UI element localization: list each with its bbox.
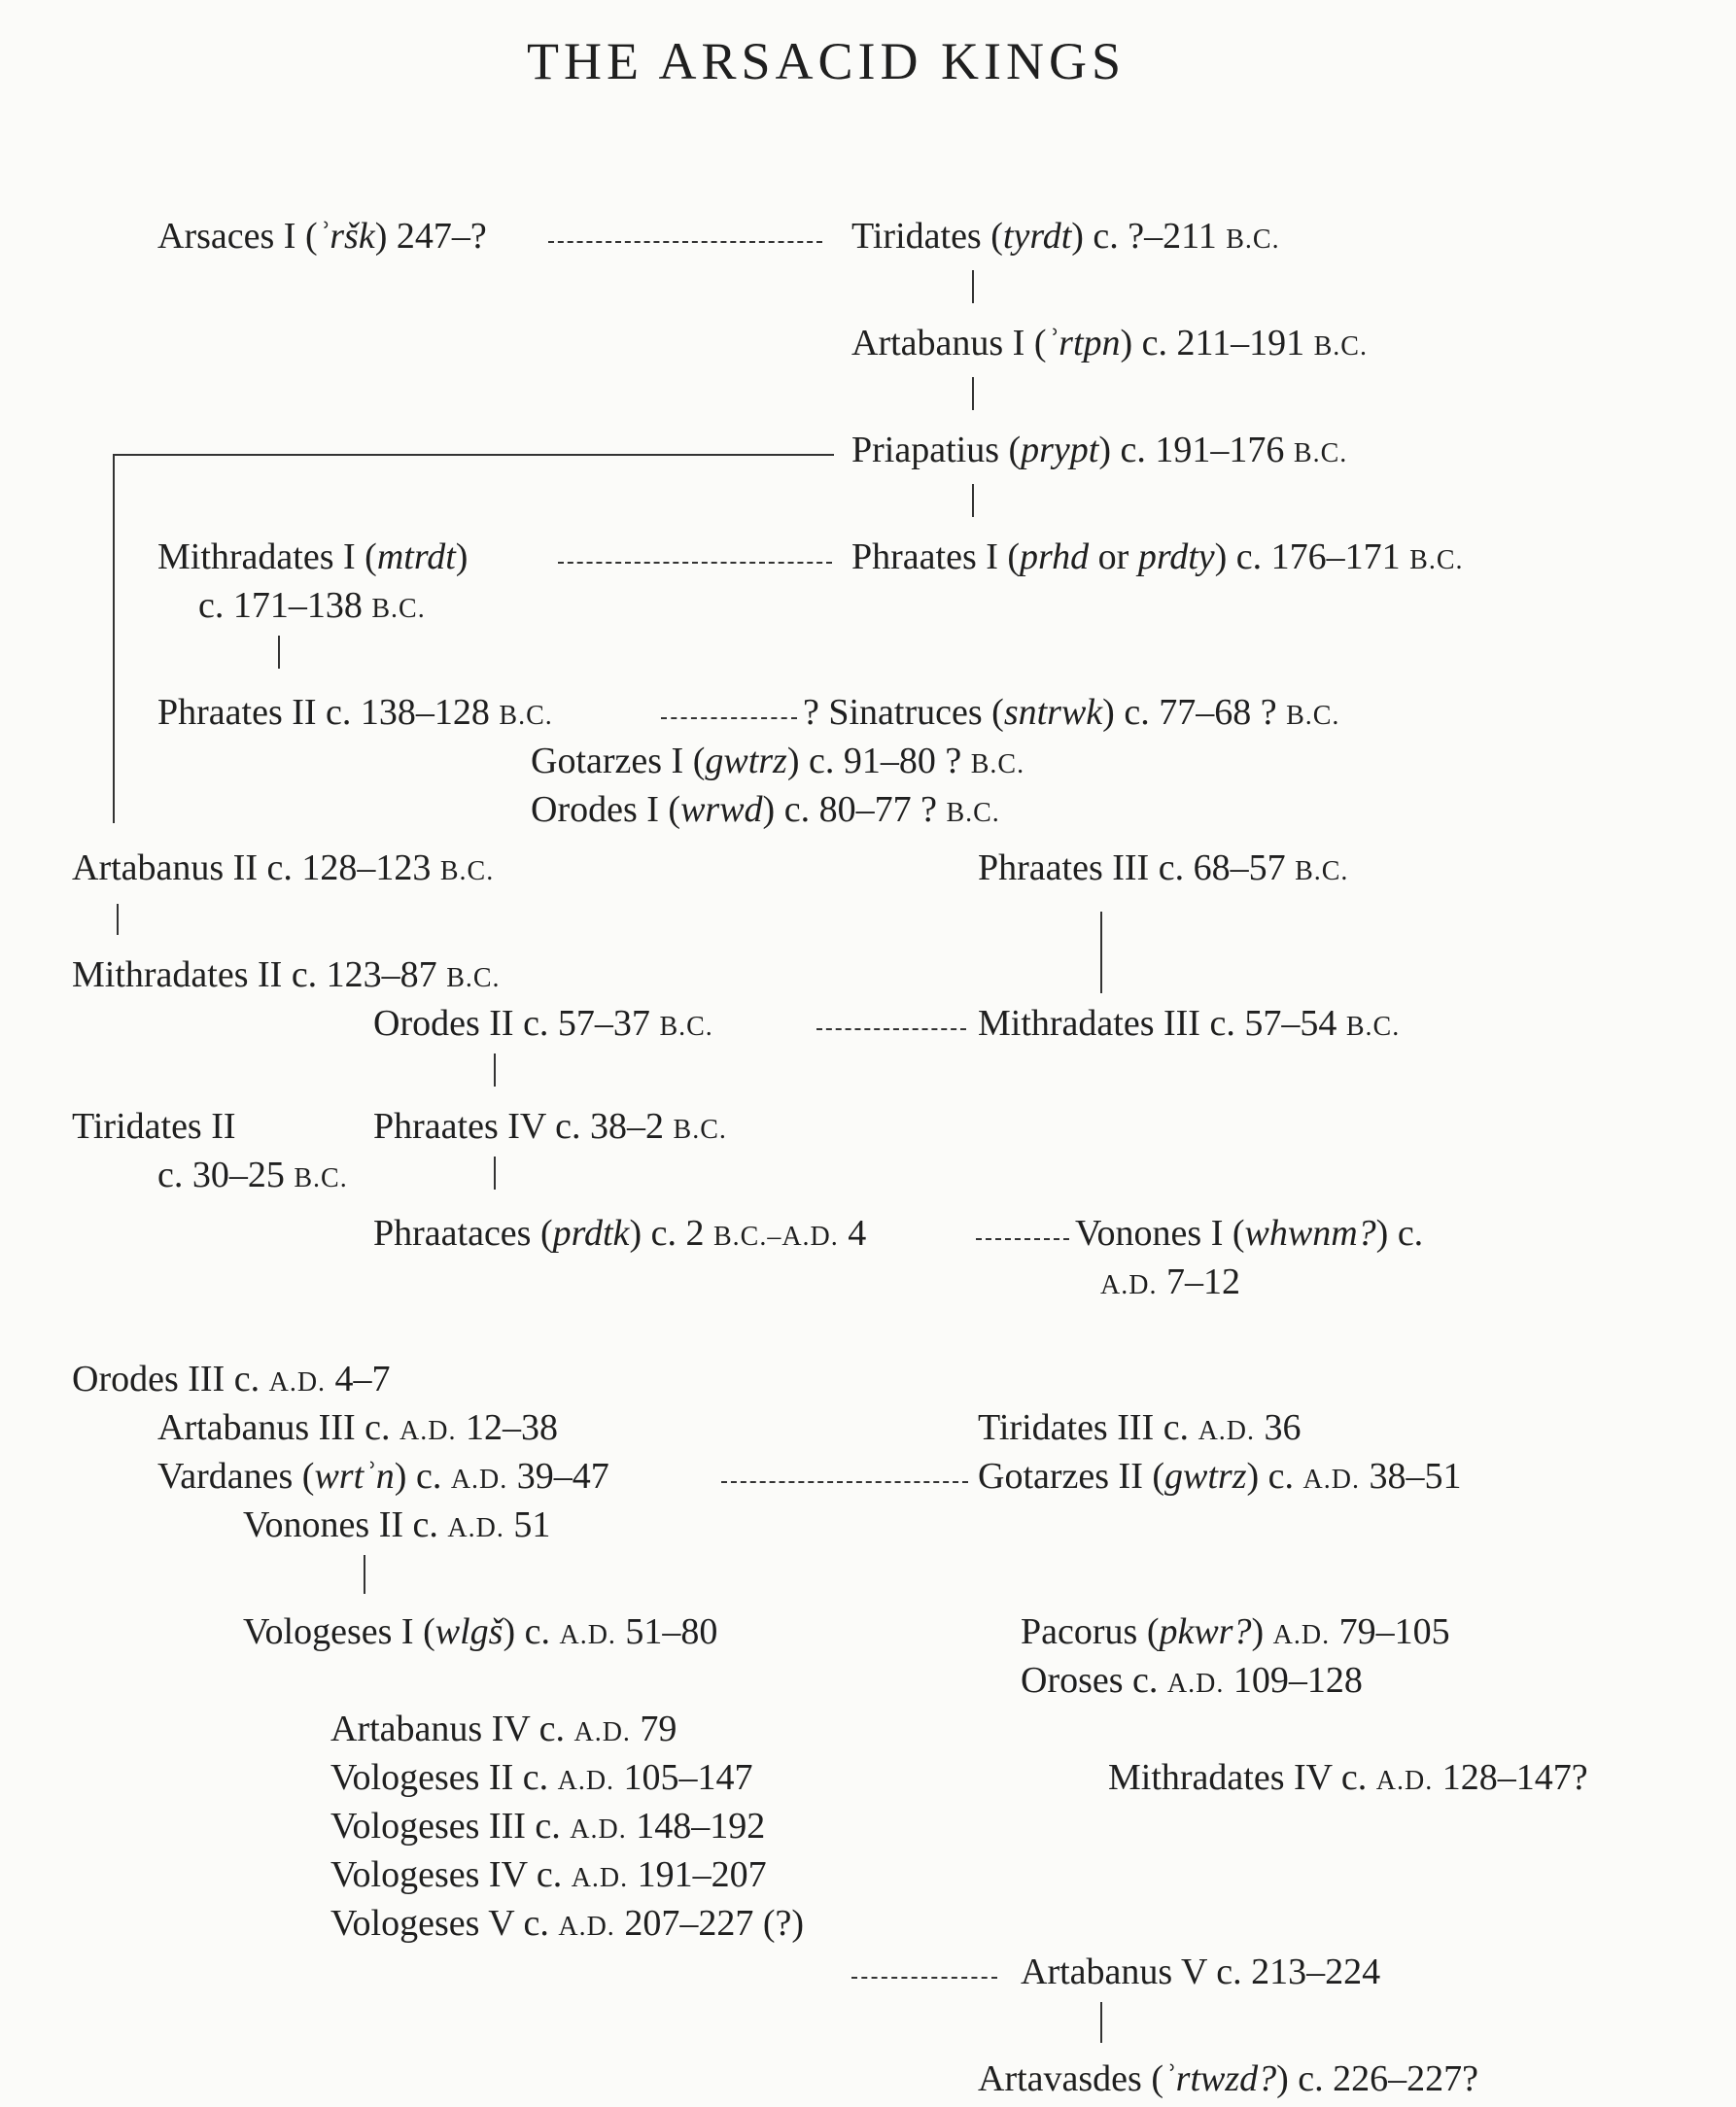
entry-artabanus-iv	[330, 1710, 677, 1747]
era-label: A.D.	[570, 1814, 627, 1845]
reign-circa: c.	[524, 1611, 550, 1652]
entry-phraates-iii	[978, 849, 1348, 886]
entry-artabanus-i: Artabanus I (ʾrtpn) c. 211–191 B.C.	[851, 323, 1368, 363]
king-name: Vologeses I	[243, 1611, 414, 1652]
era-label: A.D.	[558, 1912, 615, 1942]
king-name: Orodes I	[531, 789, 659, 830]
reign-dates: c. 91–80 ?	[809, 741, 962, 781]
succession-line	[1100, 912, 1102, 993]
king-name: Mithradates IV	[1108, 1757, 1333, 1798]
king-name: Phraates IV	[373, 1106, 546, 1147]
era-label: B.C.	[1226, 225, 1280, 255]
entry-tiridates-ii-dates	[157, 1157, 348, 1193]
succession-line	[364, 1555, 365, 1594]
king-name: Orodes III	[72, 1359, 226, 1399]
era-label: A.D.	[399, 1416, 457, 1446]
entry-phraates-i: Phraates I (prhd or prdty) c. 176–171 B.C.	[851, 536, 1464, 577]
king-name: Mithradates I	[157, 536, 356, 577]
king-name: Tiridates III	[978, 1407, 1155, 1448]
king-name: Vologeses V	[330, 1903, 514, 1944]
reign-dates: 247–?	[396, 216, 487, 257]
succession-line	[972, 377, 974, 410]
entry-artabanus-v	[1021, 1953, 1380, 1990]
entry-vologeses-v	[330, 1905, 804, 1942]
era-label: B.C.	[1286, 701, 1340, 731]
entry-phraataces: Phraataces (prdtk) c. 2 B.C.–A.D. 4	[373, 1213, 867, 1254]
king-name: Vardanes	[157, 1456, 294, 1497]
entry-arsaces-i: Arsaces I (ʾršk) 247–?	[157, 216, 487, 257]
reign-circa: c.	[538, 1709, 565, 1749]
reign-dates: c. 80–77 ?	[783, 789, 937, 830]
reign-circa: c.	[535, 1806, 561, 1847]
reign-dates: 4–7	[334, 1359, 391, 1399]
pahlavi-name: sntrwk	[1003, 692, 1103, 733]
entry-phraates-ii	[157, 694, 553, 731]
reign-dates: c. 211–191	[1141, 323, 1305, 363]
reign-dates: c. 123–87	[291, 954, 437, 995]
entry-vologeses-iii	[330, 1808, 765, 1845]
succession-line	[972, 484, 974, 517]
era-label: B.C.	[1409, 545, 1464, 575]
pahlavi-name: gwtrz	[705, 741, 787, 781]
pahlavi-name: wlgš	[434, 1611, 503, 1652]
king-name: Artabanus II	[72, 847, 258, 888]
entry-oroses	[1021, 1662, 1363, 1699]
era-label: A.D.	[1166, 1669, 1225, 1699]
reign-dates: c. 57–37	[523, 1003, 650, 1044]
dashed-connector	[816, 1028, 966, 1030]
era-label: A.D.	[559, 1620, 616, 1650]
era-label: A.D.	[571, 1863, 629, 1893]
era-label: B.C.	[1313, 331, 1368, 362]
king-name: Vologeses II	[330, 1757, 514, 1798]
pahlavi-name: ʾrtwzd?	[1163, 2058, 1277, 2099]
reign-dates: 51–80	[625, 1611, 718, 1652]
king-name: Artabanus III	[157, 1407, 356, 1448]
reign-dates: c. 38–2	[555, 1106, 665, 1147]
king-name: Tiridates II	[72, 1106, 236, 1147]
king-name: Vologeses IV	[330, 1854, 528, 1895]
succession-line	[278, 636, 280, 669]
dashed-connector	[548, 241, 822, 243]
king-name: Tiridates	[851, 216, 982, 257]
entry-orodes-iii	[72, 1361, 391, 1398]
entry-vonones-i: Vonones I (whwnm?) c.	[1075, 1213, 1424, 1254]
entry-vologeses-ii	[330, 1759, 753, 1796]
pahlavi-name: whwnm?	[1244, 1213, 1376, 1254]
king-name: Vonones I	[1075, 1213, 1224, 1254]
entry-vologeses-iv	[330, 1856, 767, 1893]
era-label: B.C.	[499, 701, 553, 731]
king-name: Artabanus V	[1021, 1952, 1207, 1992]
pahlavi-name: prhd	[1020, 536, 1090, 577]
reign-circa: c.	[412, 1504, 438, 1545]
reign-circa: c.	[1397, 1213, 1424, 1254]
reign-circa: c.	[415, 1456, 442, 1497]
entry-gotarzes-ii: Gotarzes II (gwtrz) c. A.D. 38–51	[978, 1456, 1462, 1497]
reign-dates: c. 213–224	[1216, 1952, 1381, 1992]
reign-dates: 128–147?	[1441, 1757, 1588, 1798]
reign-circa: c.	[233, 1359, 260, 1399]
pahlavi-name: wrtʾn	[314, 1456, 395, 1497]
reign-dates: 148–192	[636, 1806, 766, 1847]
era-label: B.C.	[673, 1115, 727, 1145]
reign-dates: c. 191–176	[1120, 430, 1285, 470]
reign-dates: c. 128–123	[266, 847, 432, 888]
pahlavi-name: mtrdt	[376, 536, 456, 577]
pahlavi-name: tyrdt	[1002, 216, 1072, 257]
entry-vardanes: Vardanes (wrtʾn) c. A.D. 39–47	[157, 1456, 609, 1497]
pahlavi-name: wrwd	[680, 789, 763, 830]
reign-dates: c. 138–128	[326, 692, 490, 733]
reign-dates-end: 4	[848, 1213, 867, 1254]
reign-dates: c. 226–227?	[1298, 2058, 1479, 2099]
entry-tiridates-iii	[978, 1409, 1302, 1446]
reign-dates: 105–147	[623, 1757, 753, 1798]
reign-dates: 79–105	[1338, 1611, 1450, 1652]
pahlavi-name-alt: prdty	[1137, 536, 1215, 577]
entry-mithradates-iv	[1108, 1759, 1588, 1796]
pahlavi-name: prdtk	[552, 1213, 630, 1254]
pahlavi-name: ʾrtpn	[1046, 323, 1121, 363]
entry-mithradates-i: Mithradates I (mtrdt)	[157, 536, 469, 577]
reign-circa: c.	[536, 1854, 563, 1895]
reign-dates-start: c. 2	[650, 1213, 705, 1254]
dashed-connector	[558, 562, 832, 564]
era-label: B.C.	[970, 749, 1025, 779]
reign-dates: c. 171–138	[198, 585, 363, 626]
succession-line	[494, 1157, 496, 1190]
era-label: A.D.	[268, 1367, 327, 1398]
era-label: A.D.	[447, 1513, 504, 1543]
reign-circa: c.	[523, 1903, 549, 1944]
reign-circa: c.	[522, 1757, 549, 1798]
dashed-connector	[851, 1977, 997, 1979]
entry-orodes-i: Orodes I (wrwd) c. 80–77 ? B.C.	[531, 789, 1000, 830]
king-name: Phraataces	[373, 1213, 532, 1254]
reign-dates: c. 77–68 ?	[1124, 692, 1277, 733]
entry-priapatius: Priapatius (prypt) c. 191–176 B.C.	[851, 430, 1348, 470]
reign-dates: 191–207	[637, 1854, 767, 1895]
king-name: ? Sinatruces	[803, 692, 983, 733]
pahlavi-name: prypt	[1021, 430, 1099, 470]
entry-phraates-iv	[373, 1108, 727, 1145]
succession-line	[1100, 2002, 1102, 2043]
entry-vonones-ii	[243, 1506, 550, 1543]
reign-dates: c. 30–25	[157, 1155, 285, 1195]
era-label: B.C.	[659, 1012, 713, 1042]
entry-mithradates-iii	[978, 1005, 1400, 1042]
succession-line	[494, 1054, 496, 1087]
reign-circa: c.	[365, 1407, 391, 1448]
entry-vonones-i-dates	[1100, 1263, 1240, 1300]
era-label: A.D.	[1272, 1620, 1331, 1650]
entry-orodes-ii	[373, 1005, 713, 1042]
king-name: Mithradates II	[72, 954, 283, 995]
entry-mithradates-ii	[72, 956, 501, 993]
pahlavi-name: pkwr?	[1159, 1611, 1252, 1652]
king-name: Artabanus IV	[330, 1709, 531, 1749]
reign-dates: c. 68–57	[1158, 847, 1286, 888]
reign-circa: c.	[1267, 1456, 1295, 1497]
entry-gotarzes-i: Gotarzes I (gwtrz) c. 91–80 ? B.C.	[531, 741, 1025, 781]
reign-dates: c. ?–211	[1093, 216, 1217, 257]
reign-dates: c. 176–171	[1235, 536, 1401, 577]
entry-tiridates-i: Tiridates (tyrdt) c. ?–211 B.C.	[851, 216, 1280, 257]
dashed-connector	[661, 717, 797, 719]
king-name: Gotarzes II	[978, 1456, 1143, 1497]
entry-vologeses-i: Vologeses I (wlgš) c. A.D. 51–80	[243, 1611, 718, 1652]
era-label: B.C.	[446, 963, 501, 993]
era-label: B.C.	[946, 798, 1000, 828]
entry-pacorus: Pacorus (pkwr?) A.D. 79–105	[1021, 1611, 1450, 1652]
era-label: A.D.	[1375, 1766, 1434, 1796]
king-name: Phraates I	[851, 536, 998, 577]
era-label: A.D.	[1302, 1465, 1360, 1495]
king-name: Vonones II	[243, 1504, 404, 1545]
era-label: B.C.–A.D.	[712, 1222, 839, 1252]
reign-dates: 79	[640, 1709, 677, 1749]
reign-dates: 39–47	[516, 1456, 609, 1497]
entry-tiridates-ii	[72, 1108, 236, 1145]
era-label: B.C.	[1293, 438, 1348, 468]
family-line-vertical	[113, 454, 115, 823]
entry-artavasdes: Artavasdes (ʾrtwzd?) c. 226–227?	[978, 2058, 1479, 2099]
king-name: Oroses	[1021, 1660, 1124, 1701]
entry-mithradates-i-dates	[198, 587, 426, 624]
era-label: B.C.	[1345, 1012, 1401, 1042]
pahlavi-name: ʾršk	[317, 216, 375, 257]
reign-dates: c. 57–54	[1209, 1003, 1337, 1044]
king-name: Artabanus I	[851, 323, 1025, 363]
entry-sinatruces: ? Sinatruces (sntrwk) c. 77–68 ? B.C.	[803, 692, 1340, 733]
succession-line	[117, 904, 119, 935]
reign-circa: c.	[1132, 1660, 1159, 1701]
conjunction: or	[1097, 536, 1129, 577]
reign-dates: 12–38	[465, 1407, 558, 1448]
era-label: B.C.	[371, 594, 426, 624]
reign-dates: 7–12	[1165, 1261, 1240, 1302]
entry-artabanus-ii	[72, 849, 494, 886]
era-label: A.D.	[1100, 1270, 1158, 1300]
reign-dates: 51	[513, 1504, 551, 1545]
king-name: Orodes II	[373, 1003, 514, 1044]
succession-line	[972, 270, 974, 303]
era-label: B.C.	[439, 856, 495, 886]
page-title: THE ARSACID KINGS	[526, 32, 1127, 90]
reign-dates: 207–227 (?)	[624, 1903, 804, 1944]
reign-dates: 38–51	[1369, 1456, 1462, 1497]
family-line	[113, 454, 834, 456]
era-label: B.C.	[1295, 856, 1349, 886]
king-name: Arsaces I	[157, 216, 296, 257]
king-name: Gotarzes I	[531, 741, 684, 781]
king-name: Mithradates III	[978, 1003, 1200, 1044]
king-name: Artavasdes	[978, 2058, 1142, 2099]
king-name: Phraates III	[978, 847, 1150, 888]
reign-dates: 36	[1264, 1407, 1302, 1448]
pahlavi-name: gwtrz	[1164, 1456, 1247, 1497]
king-name: Pacorus	[1021, 1611, 1138, 1652]
era-label: A.D.	[573, 1717, 631, 1747]
king-name: Phraates II	[157, 692, 317, 733]
era-label: B.C.	[294, 1163, 348, 1193]
dashed-connector	[976, 1238, 1069, 1240]
reign-circa: c.	[1163, 1407, 1190, 1448]
era-label: A.D.	[450, 1465, 508, 1495]
reign-circa: c.	[1340, 1757, 1368, 1798]
king-name: Priapatius	[851, 430, 999, 470]
entry-artabanus-iii	[157, 1409, 558, 1446]
reign-dates: 109–128	[1233, 1660, 1363, 1701]
era-label: A.D.	[1198, 1416, 1256, 1446]
king-name: Vologeses III	[330, 1806, 526, 1847]
dashed-connector	[721, 1481, 968, 1483]
era-label: A.D.	[557, 1766, 615, 1796]
